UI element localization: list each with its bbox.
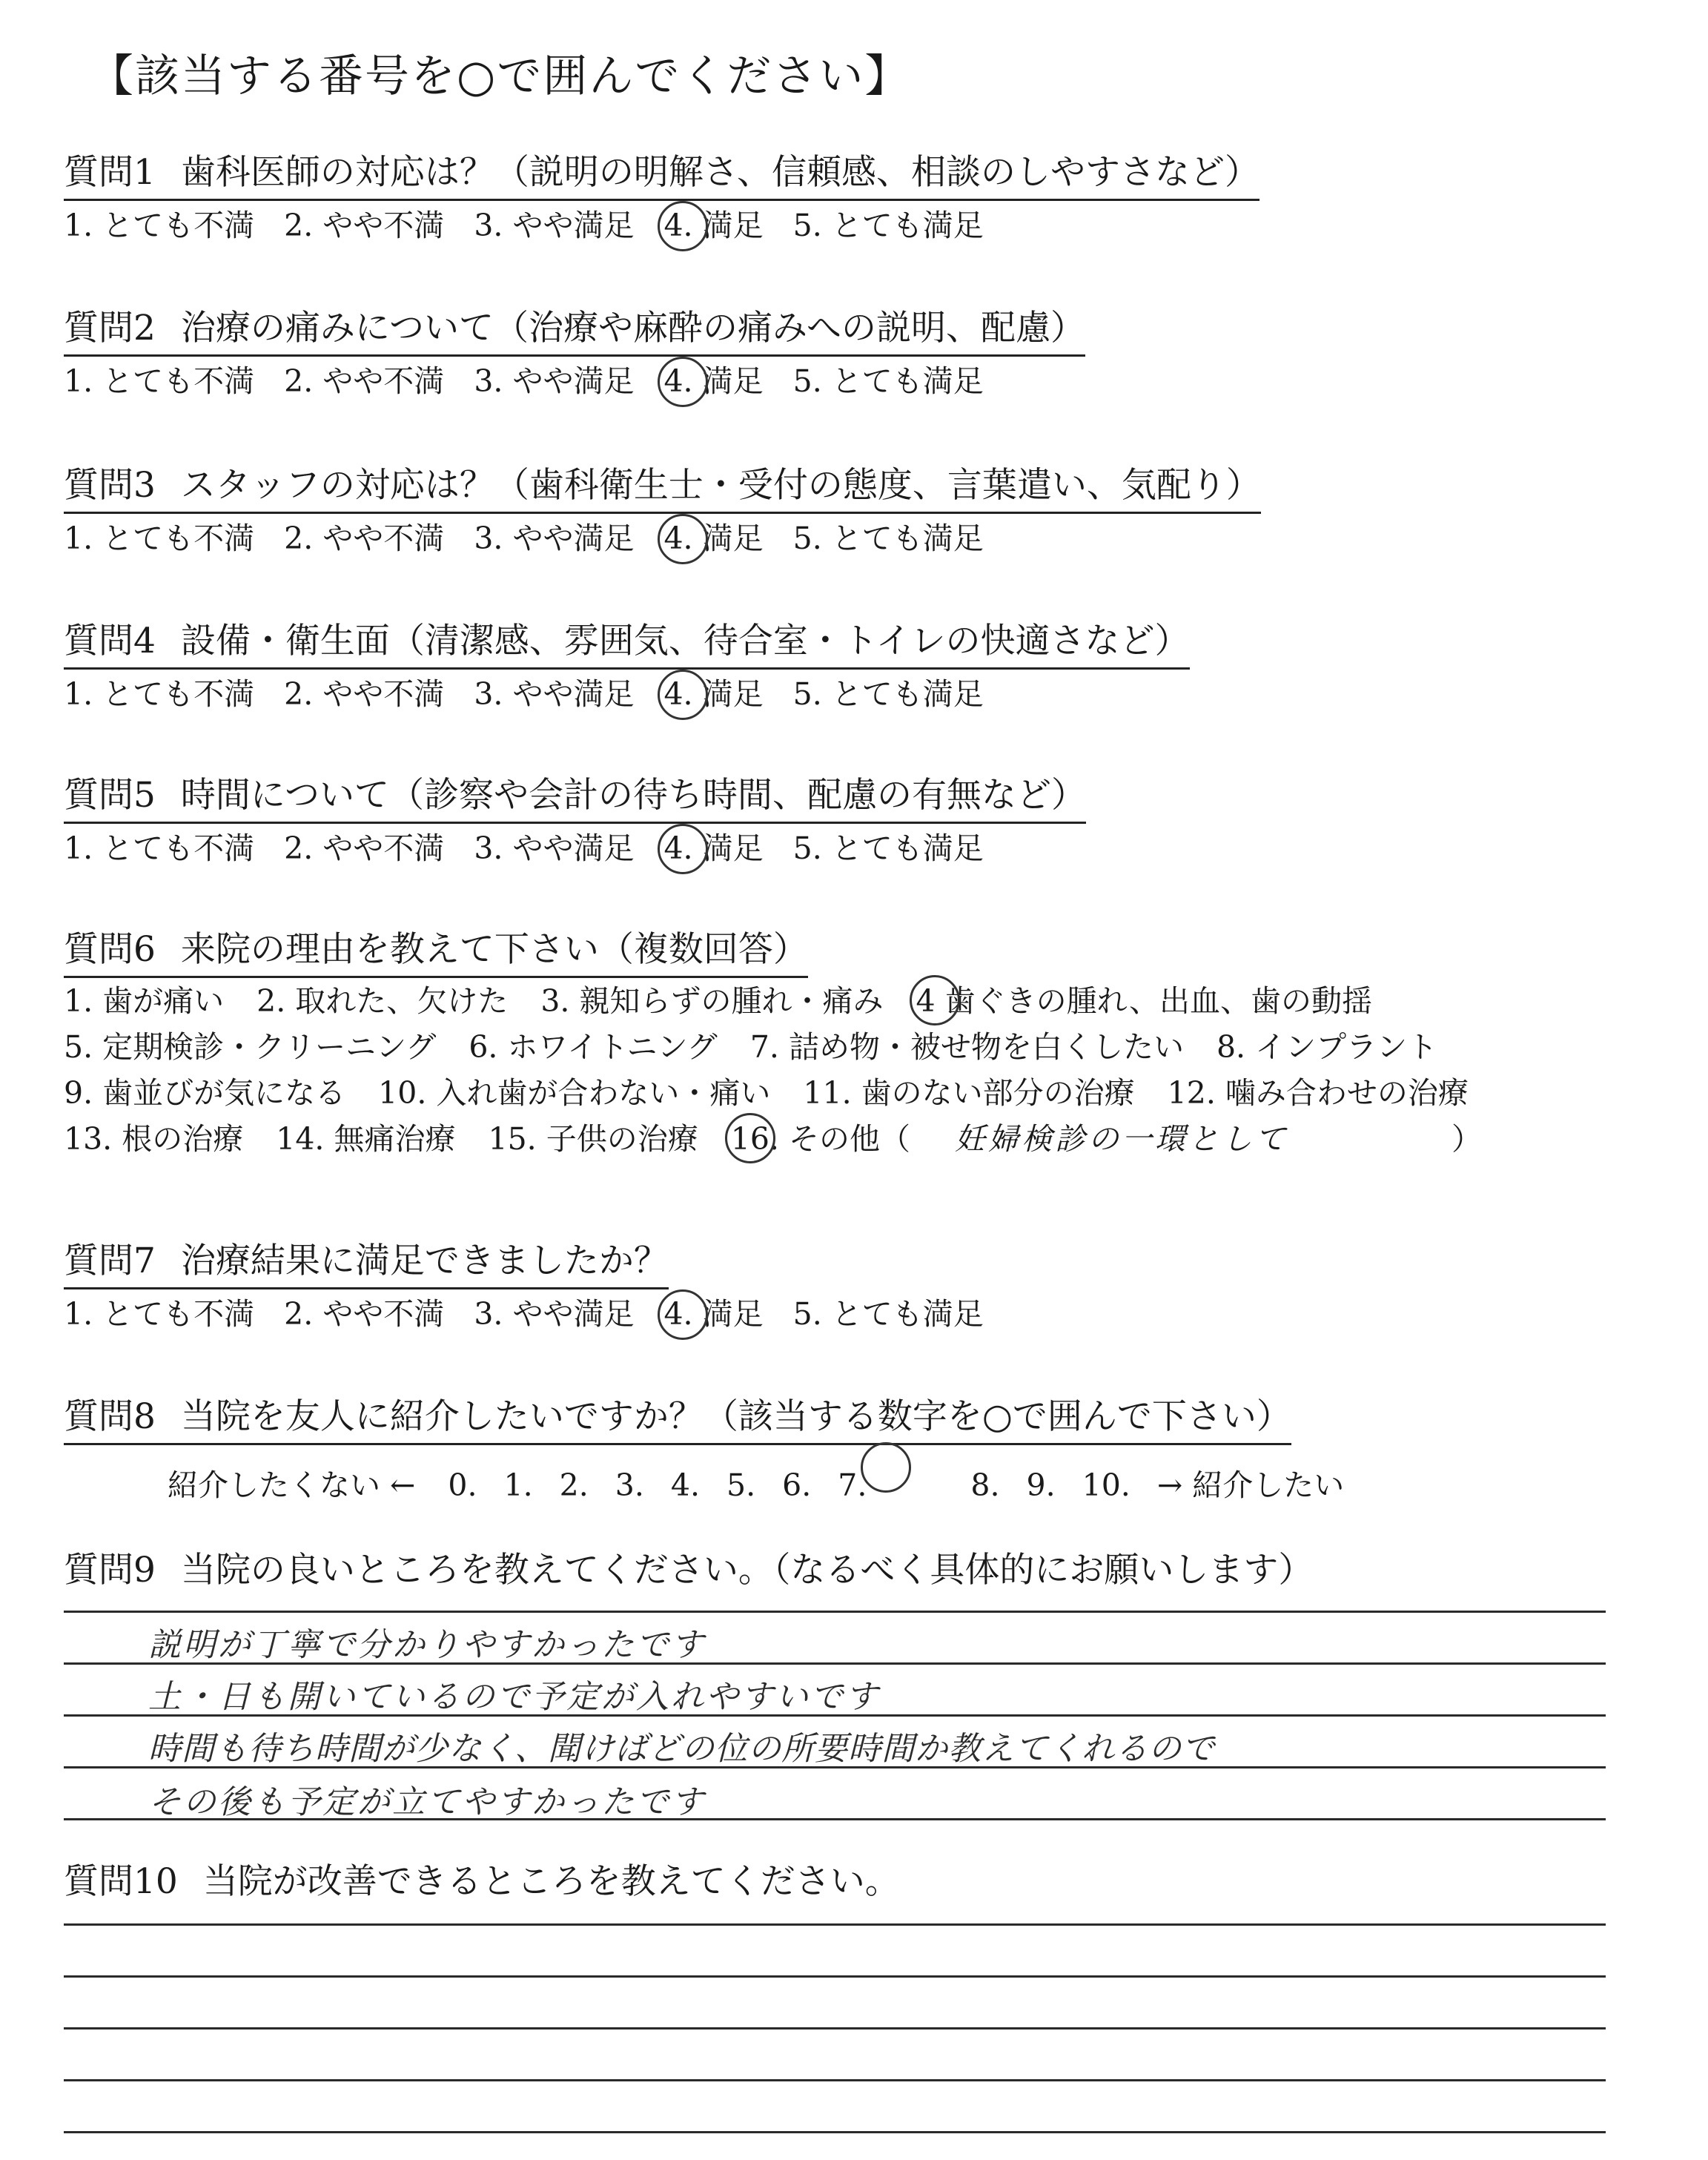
- scale-5[interactable]: 5.: [726, 1467, 756, 1503]
- selection-circle: [725, 1113, 775, 1163]
- answer-line-1[interactable]: 説明が丁寧で分かりやすかったです: [148, 1626, 706, 1664]
- answer-options: [64, 1292, 1665, 1335]
- option-3[interactable]: 3. やや満足: [474, 363, 635, 399]
- question-text: 時間について（診察や会計の待ち時間、配慮の有無など）: [180, 775, 1086, 816]
- option-3[interactable]: 3. やや満足: [474, 676, 635, 712]
- answer-options: [64, 204, 1665, 247]
- question-text: 当院を友人に紹介したいですか？（該当する数字を○で囲んで下さい）: [180, 1396, 1291, 1437]
- option-5[interactable]: 5. とても満足: [792, 1296, 984, 1332]
- answer-rule: [64, 2079, 1606, 2081]
- answer-options: [64, 360, 1665, 403]
- other-close: ）: [1452, 1121, 1482, 1157]
- question-number: 質問4: [64, 621, 156, 661]
- reason-option[interactable]: 8. インプラント: [1216, 1029, 1438, 1065]
- answer-rule: [64, 1975, 1606, 1978]
- scale-10[interactable]: 10.: [1082, 1467, 1131, 1503]
- question-number: 質問3: [64, 465, 156, 506]
- reason-option[interactable]: 1. 歯が痛い: [64, 983, 225, 1019]
- reason-option-16[interactable]: 16. その他（: [731, 1116, 910, 1162]
- option-3[interactable]: 3. やや満足: [474, 830, 635, 866]
- scale-left-label: 紹介したくない ←: [168, 1467, 416, 1503]
- reason-option[interactable]: 6. ホワイトニング: [469, 1029, 718, 1065]
- reason-option[interactable]: 5. 定期検診・クリーニング: [64, 1029, 437, 1065]
- question-number: 質問10: [64, 1861, 178, 1902]
- option-5[interactable]: 5. とても満足: [792, 208, 984, 243]
- reason-option[interactable]: 12. 噛み合わせの治療: [1167, 1075, 1469, 1111]
- scale-9[interactable]: 9.: [1026, 1467, 1056, 1503]
- question-6: [64, 925, 1665, 1162]
- option-2[interactable]: 2. やや不満: [284, 1296, 445, 1332]
- reason-row-4: [64, 1116, 1665, 1162]
- other-answer[interactable]: 妊婦検診の一環として: [955, 1121, 1288, 1157]
- option-3[interactable]: 3. やや満足: [474, 1296, 635, 1332]
- option-4[interactable]: 4. 満足: [663, 204, 763, 247]
- option-3[interactable]: 3. やや満足: [474, 521, 635, 556]
- reason-option[interactable]: 2. 取れた、欠けた: [256, 983, 509, 1019]
- answer-line-2[interactable]: 土・日も開いているので予定が入れやすいです: [148, 1678, 880, 1716]
- reason-row-2: [64, 1024, 1665, 1070]
- question-number: 質問8: [64, 1396, 156, 1437]
- option-4[interactable]: 4. 満足: [663, 517, 763, 560]
- scale-7[interactable]: 7.: [838, 1445, 944, 1507]
- scale-8[interactable]: 8.: [970, 1467, 1000, 1503]
- reason-row-1: [64, 978, 1665, 1024]
- option-2[interactable]: 2. やや不満: [284, 208, 445, 243]
- answer-line-3[interactable]: 時間も待ち時間が少なく、聞けばどの位の所要時間か教えてくれるので: [148, 1730, 1216, 1768]
- question-number: 質問2: [64, 308, 156, 349]
- answer-rule: [64, 2027, 1606, 2029]
- option-5[interactable]: 5. とても満足: [792, 676, 984, 712]
- reason-option[interactable]: 13. 根の治療: [64, 1121, 244, 1157]
- answer-rule: [64, 2131, 1606, 2133]
- question-text: 当院の良いところを教えてください。（なるべく具体的にお願いします）: [180, 1550, 1314, 1591]
- option-5[interactable]: 5. とても満足: [792, 363, 984, 399]
- question-text: 設備・衛生面（清潔感、雰囲気、待合室・トイレの快適さなど）: [180, 621, 1190, 661]
- answer-options: [64, 517, 1665, 560]
- question-10: [64, 1857, 1665, 1908]
- answer-options: [64, 673, 1665, 716]
- question-8: [64, 1393, 1665, 1507]
- option-1[interactable]: 1. とても不満: [64, 830, 255, 866]
- option-1[interactable]: 1. とても不満: [64, 521, 255, 556]
- question-number: 質問9: [64, 1550, 156, 1591]
- answer-rule: [64, 1611, 1606, 1613]
- question-5: [64, 771, 1665, 870]
- answer-options: [64, 827, 1665, 870]
- option-1[interactable]: 1. とても不満: [64, 1296, 255, 1332]
- question-4: [64, 617, 1665, 716]
- question-text: 歯科医師の対応は？（説明の明解さ、信頼感、相談のしやすさなど）: [180, 152, 1260, 193]
- selection-circle: [861, 1442, 911, 1493]
- scale-4[interactable]: 4.: [670, 1467, 701, 1503]
- option-3[interactable]: 3. やや満足: [474, 208, 635, 243]
- option-5[interactable]: 5. とても満足: [792, 521, 984, 556]
- selection-circle: [658, 824, 708, 874]
- option-1[interactable]: 1. とても不満: [64, 676, 255, 712]
- question-text: 当院が改善できるところを教えてください。: [202, 1861, 900, 1902]
- recommend-scale: [168, 1445, 1665, 1507]
- reason-option[interactable]: 7. 詰め物・被せ物を白くしたい: [749, 1029, 1184, 1065]
- reason-option[interactable]: 11. 歯のない部分の治療: [803, 1075, 1135, 1111]
- question-number: 質問5: [64, 775, 156, 816]
- reason-option[interactable]: 14. 無痛治療: [276, 1121, 456, 1157]
- selection-circle: [658, 1289, 708, 1340]
- option-1[interactable]: 1. とても不満: [64, 363, 255, 399]
- option-2[interactable]: 2. やや不満: [284, 676, 445, 712]
- option-5[interactable]: 5. とても満足: [792, 830, 984, 866]
- page-title: 【該当する番号を○で囲んでください】: [89, 50, 911, 102]
- option-4[interactable]: 4. 満足: [663, 360, 763, 403]
- question-number: 質問6: [64, 929, 156, 970]
- reason-option[interactable]: 3. 親知らずの腫れ・痛み: [540, 983, 884, 1019]
- scale-0[interactable]: 0.: [448, 1467, 477, 1503]
- question-3: [64, 461, 1665, 560]
- reason-option[interactable]: 10. 入れ歯が合わない・痛い: [378, 1075, 771, 1111]
- option-4[interactable]: 4. 満足: [663, 1292, 763, 1335]
- option-1[interactable]: 1. とても不満: [64, 208, 255, 243]
- question-7: [64, 1237, 1665, 1335]
- question-text: 治療の痛みについて（治療や麻酔の痛みへの説明、配慮）: [180, 308, 1086, 349]
- scale-6[interactable]: 6.: [782, 1467, 812, 1503]
- question-9: [64, 1546, 1665, 1596]
- question-text: 来院の理由を教えて下さい（複数回答）: [180, 929, 808, 970]
- reason-option-4[interactable]: 4 歯ぐきの腫れ、出血、歯の動揺: [916, 978, 1372, 1024]
- option-2[interactable]: 2. やや不満: [284, 830, 445, 866]
- option-2[interactable]: 2. やや不満: [284, 363, 445, 399]
- option-4[interactable]: 4. 満足: [663, 673, 763, 716]
- question-text: 治療結果に満足できましたか？: [180, 1241, 669, 1281]
- answer-line-4[interactable]: その後も予定が立てやすかったです: [148, 1783, 706, 1821]
- selection-circle: [658, 670, 708, 720]
- reason-option[interactable]: 9. 歯並びが気になる: [64, 1075, 346, 1111]
- scale-right-label: → 紹介したい: [1156, 1467, 1345, 1503]
- scale-1[interactable]: 1.: [503, 1467, 533, 1503]
- question-1: [64, 148, 1665, 247]
- selection-circle: [658, 357, 708, 407]
- scale-3[interactable]: 3.: [615, 1467, 644, 1503]
- scale-2[interactable]: 2.: [559, 1467, 589, 1503]
- question-number: 質問1: [64, 152, 156, 193]
- question-2: [64, 304, 1665, 403]
- selection-circle: [910, 975, 960, 1025]
- reason-row-3: [64, 1070, 1665, 1116]
- question-number: 質問7: [64, 1241, 156, 1281]
- answer-rule: [64, 1923, 1606, 1926]
- selection-circle: [658, 514, 708, 564]
- reason-option[interactable]: 15. 子供の治療: [488, 1121, 698, 1157]
- selection-circle: [658, 201, 708, 251]
- option-4[interactable]: 4. 満足: [663, 827, 763, 870]
- option-2[interactable]: 2. やや不満: [284, 521, 445, 556]
- question-text: スタッフの対応は？（歯科衛生士・受付の態度、言葉遣い、気配り）: [180, 465, 1261, 506]
